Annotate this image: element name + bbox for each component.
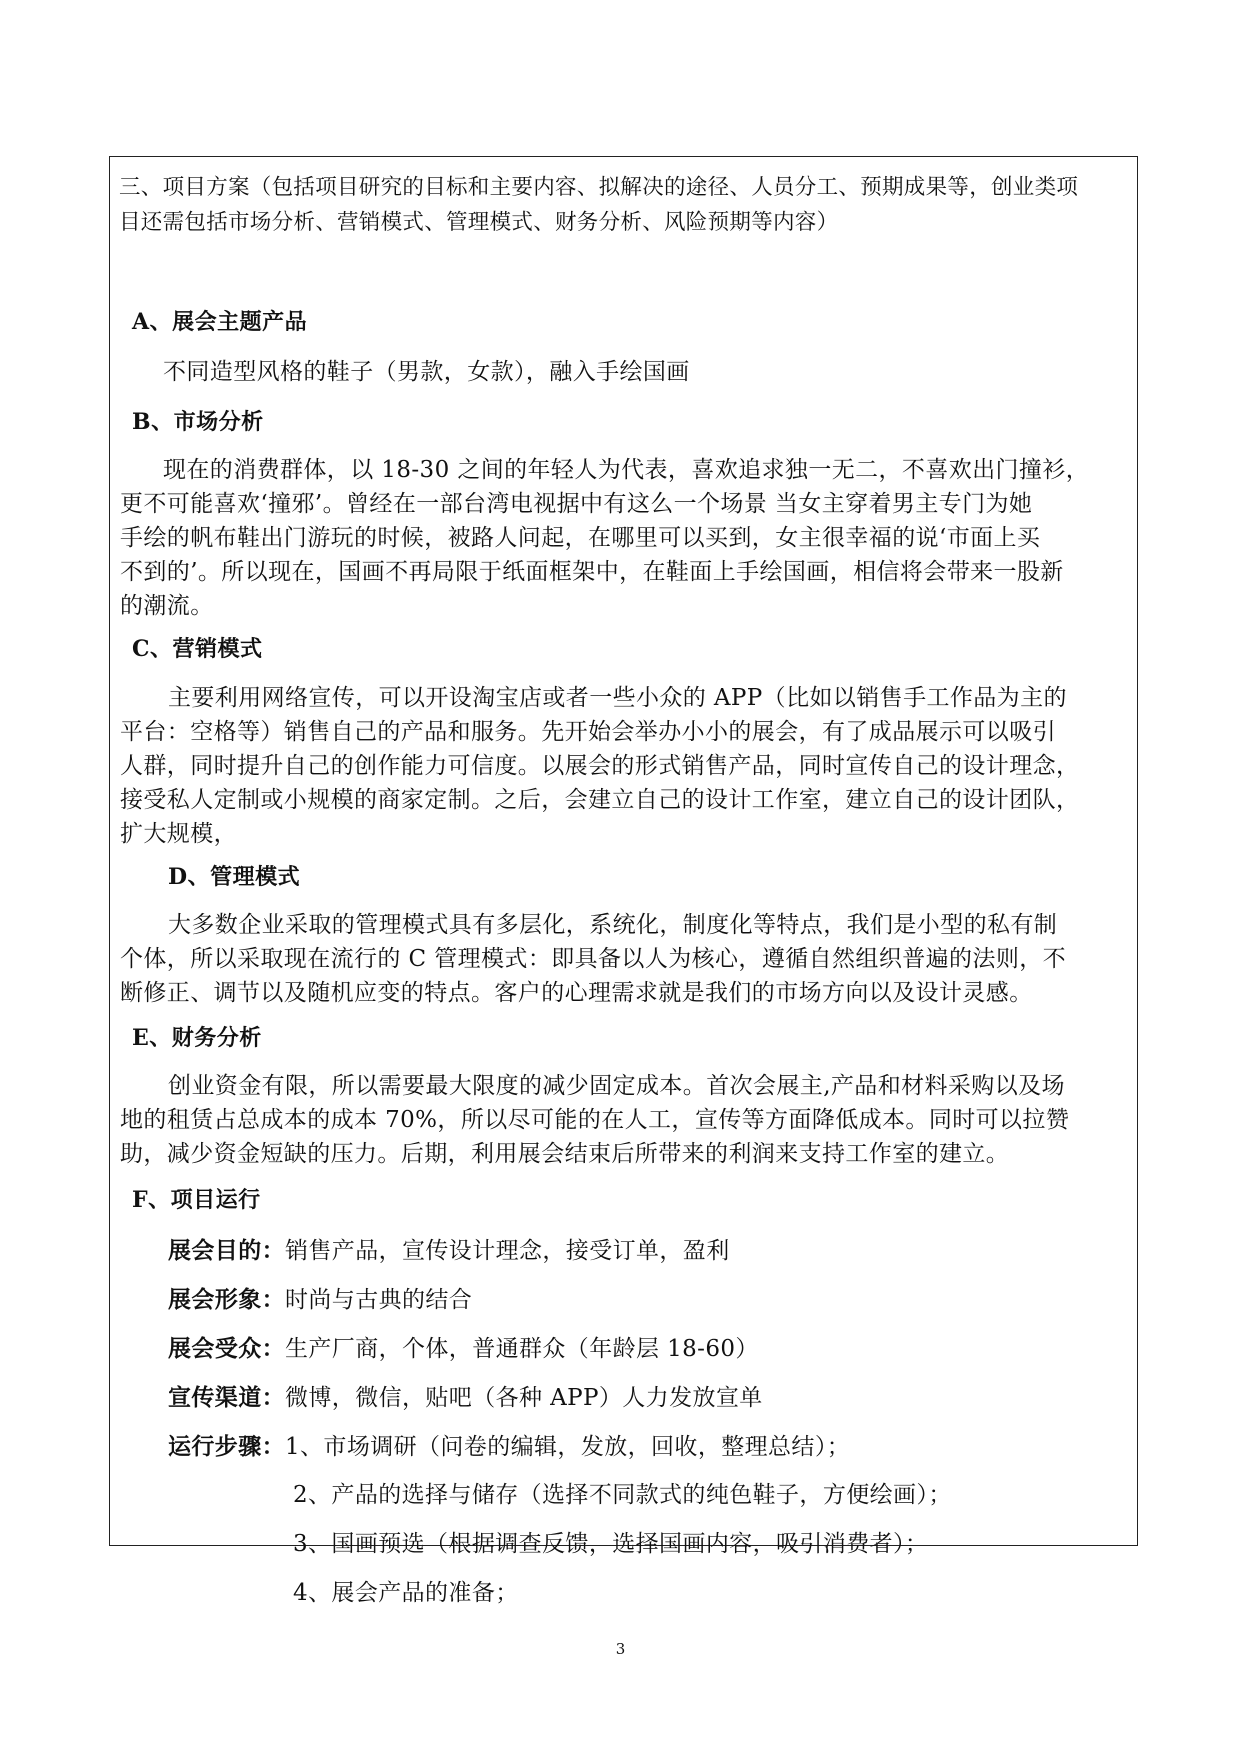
section-c-line-5: 扩大规模， <box>120 821 237 847</box>
section-c-line-1: 主要利用网络宣传，可以开设淘宝店或者一些小众的 APP（比如以销售手工作品为主的 <box>168 685 1067 711</box>
project-step-3: 3、国画预选（根据调查反馈，选择国画内容，吸引消费者）； <box>293 1531 929 1557</box>
project-item-steps <box>168 1435 850 1459</box>
section-c-heading: C、营销模式 <box>132 636 263 662</box>
section-b-line-1: 现在的消费群体，以 18-30 之间的年轻人为代表，喜欢追求独一无二，不喜欢出门撞衫， <box>163 457 1090 483</box>
project-item-value: 生产厂商，个体，普通群众（年龄层 18-60） <box>285 1336 759 1362</box>
project-item-channels <box>168 1386 763 1410</box>
section-b-line-4: 不到的’。所以现在，国画不再局限于纸面框架中，在鞋面上手绘国画，相信将会带来一股新 <box>120 559 1064 585</box>
project-item-label: 展会目的： <box>168 1237 285 1264</box>
section-b-heading: B、市场分析 <box>132 409 264 435</box>
section-c-line-2: 平台：空格等）销售自己的产品和服务。先开始会举办小小的展会，有了成品展示可以吸引 <box>120 719 1056 745</box>
section-c-line-3: 人群，同时提升自己的创作能力可信度。以展会的形式销售产品，同时宣传自己的设计理念， <box>120 753 1080 779</box>
section-f-heading: F、项目运行 <box>132 1187 261 1213</box>
project-item-label: 展会形象： <box>168 1286 285 1313</box>
section-a-line-1: 不同造型风格的鞋子（男款，女款），融入手绘国画 <box>163 359 690 385</box>
section-d-line-1: 大多数企业采取的管理模式具有多层化，系统化，制度化等特点，我们是小型的私有制 <box>168 912 1058 938</box>
section-e-line-2: 地的租赁占总成本的成本 70%，所以尽可能的在人工，宣传等方面降低成本。同时可以拉赞 <box>120 1107 1070 1133</box>
page-number: 3 <box>615 1640 626 1658</box>
section-e-line-1: 创业资金有限，所以需要最大限度的减少固定成本。首次会展主,产品和材料采购以及场 <box>168 1073 1065 1099</box>
project-item-label: 运行步骤： <box>168 1433 285 1460</box>
section-e-heading: E、财务分析 <box>132 1025 262 1051</box>
project-item-value: 微博，微信，贴吧（各种 APP）人力发放宣单 <box>285 1385 763 1411</box>
section-b-line-5: 的潮流。 <box>120 593 214 619</box>
intro-line-1: 三、项目方案（包括项目研究的目标和主要内容、拟解决的途径、人员分工、预期成果等，创业类项 <box>119 175 1079 200</box>
section-a-heading: A、展会主题产品 <box>132 309 308 335</box>
section-e-line-3: 助，减少资金短缺的压力。后期，利用展会结束后所带来的利润来支持工作室的建立。 <box>120 1141 1010 1167</box>
project-item-label: 宣传渠道： <box>168 1384 285 1411</box>
section-b-line-3: 手绘的帆布鞋出门游玩的时候，被路人问起，在哪里可以买到，女主很幸福的说‘市面上买 <box>120 525 1041 551</box>
project-item-value: 时尚与古典的结合 <box>285 1287 473 1313</box>
section-b-line-2: 更不可能喜欢‘撞邪’。曾经在一部台湾电视据中有这么一个场景 当女主穿着男主专门为她 <box>120 491 1033 517</box>
project-item-audience <box>168 1337 759 1361</box>
project-item-image <box>168 1288 472 1312</box>
section-c-line-4: 接受私人定制或小规模的商家定制。之后，会建立自己的设计工作室，建立自己的设计团队， <box>120 787 1080 813</box>
project-item-value: 销售产品，宣传设计理念，接受订单，盈利 <box>285 1238 730 1264</box>
project-item-value: 1、市场调研（问卷的编辑，发放，回收，整理总结）； <box>285 1434 851 1460</box>
section-d-heading: D、管理模式 <box>168 864 301 890</box>
project-item-label: 展会受众： <box>168 1335 285 1362</box>
project-item-purpose <box>168 1239 730 1263</box>
project-step-2: 2、产品的选择与储存（选择不同款式的纯色鞋子，方便绘画）； <box>293 1482 952 1508</box>
section-d-line-3: 断修正、调节以及随机应变的特点。客户的心理需求就是我们的市场方向以及设计灵感。 <box>120 980 1033 1006</box>
section-d-line-2: 个体，所以采取现在流行的 C 管理模式：即具备以人为核心，遵循自然组织普遍的法则，不 <box>120 946 1067 972</box>
intro-line-2: 目还需包括市场分析、营销模式、管理模式、财务分析、风险预期等内容） <box>119 210 839 235</box>
project-step-4: 4、展会产品的准备； <box>293 1580 519 1606</box>
